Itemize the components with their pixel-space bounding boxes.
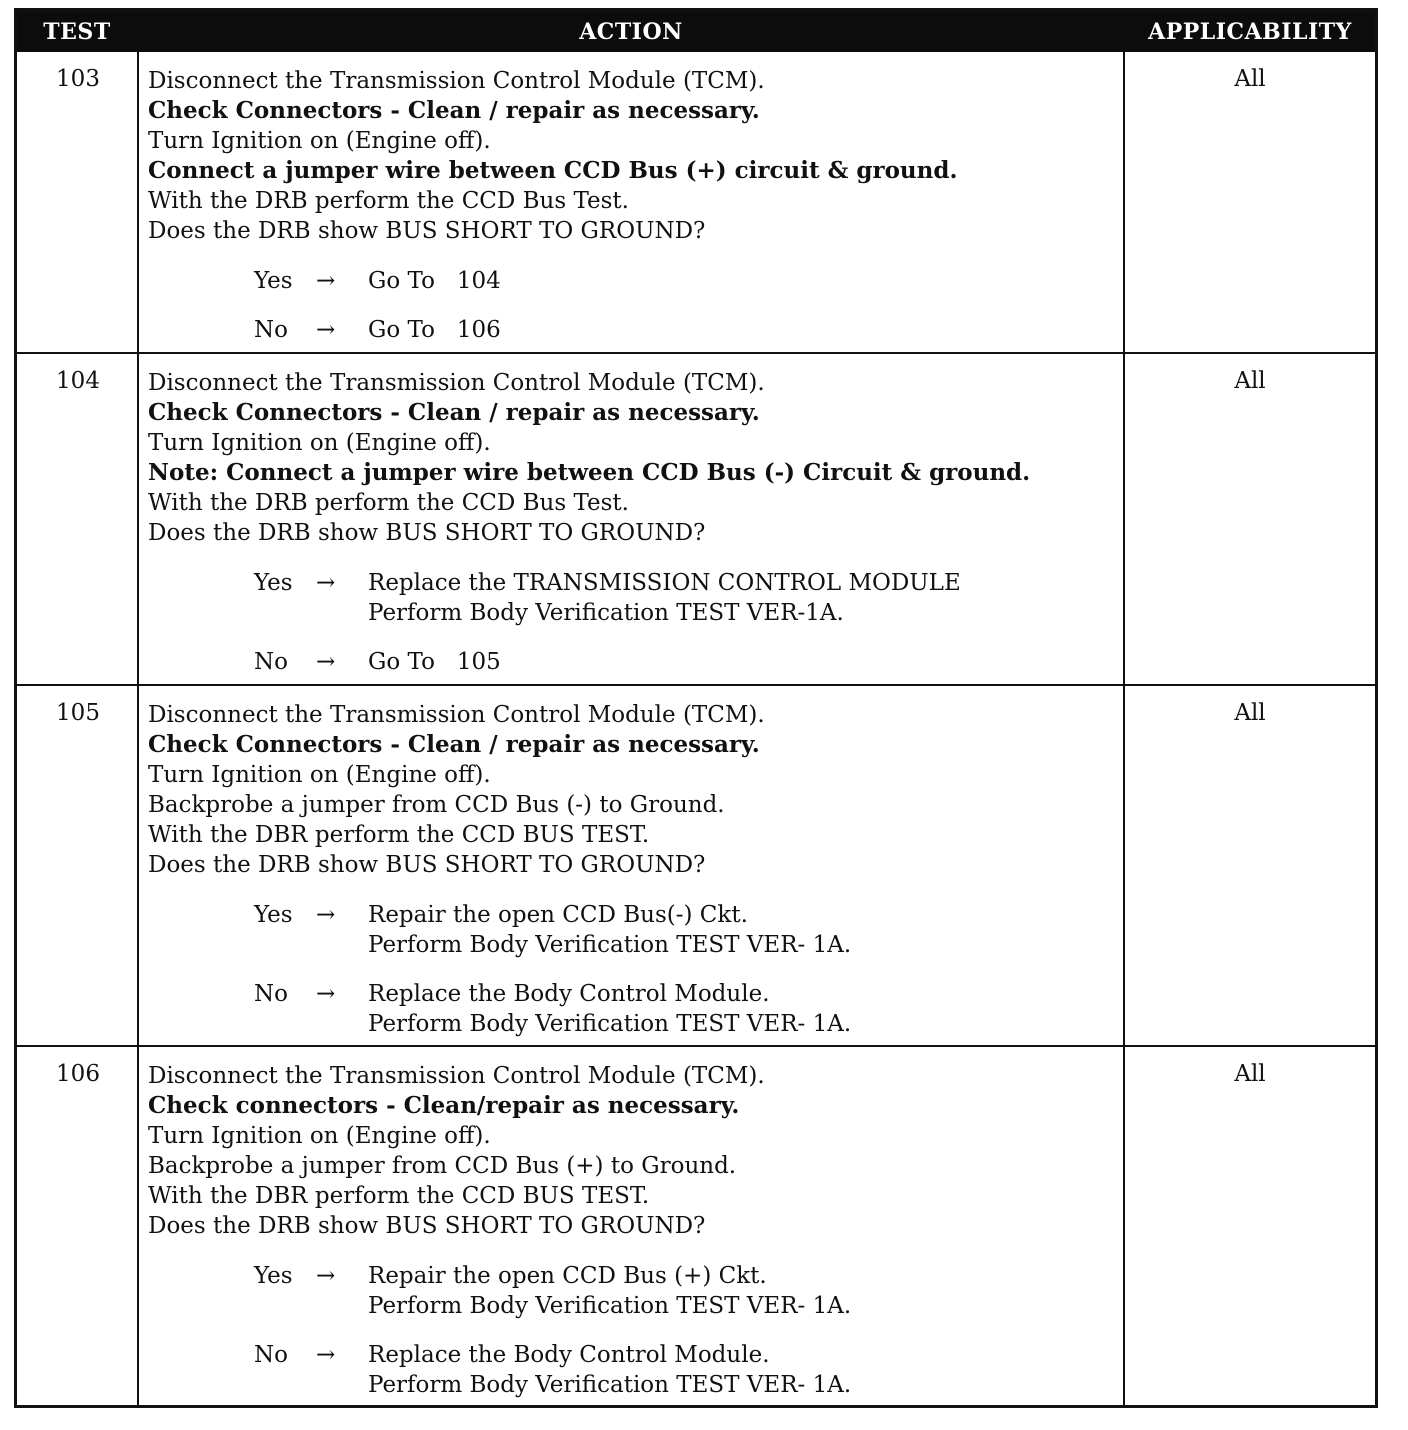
- action-step: Turn Ignition on (Engine off).: [148, 1123, 491, 1149]
- action-step: Check Connectors - Clean / repair as necessary.: [148, 399, 760, 426]
- result-block: [148, 266, 1118, 345]
- result-label: Yes: [254, 1263, 293, 1289]
- action-step: Does the DRB show BUS SHORT TO GROUND?: [148, 520, 706, 546]
- action-step: Check Connectors - Clean / repair as necessary.: [148, 731, 760, 758]
- right-arrow-icon: →: [316, 902, 336, 928]
- table-row: [17, 354, 1375, 686]
- result-text: Replace the TRANSMISSION CONTROL MODULE: [368, 570, 961, 596]
- table-header: [17, 12, 1375, 52]
- result-line: [148, 1261, 1118, 1291]
- action-step: With the DRB perform the CCD Bus Test.: [148, 188, 629, 214]
- action-step: Turn Ignition on (Engine off).: [148, 128, 491, 154]
- table-row: [17, 52, 1375, 354]
- result-line: [148, 1370, 1118, 1400]
- result-line: [148, 900, 1118, 930]
- result-block: [148, 1261, 1118, 1400]
- result-label: Yes: [254, 570, 293, 596]
- action-step: Turn Ignition on (Engine off).: [148, 762, 491, 788]
- column-divider-test: [137, 52, 139, 1405]
- result-text: Replace the Body Control Module.: [368, 1342, 770, 1368]
- action-step: Disconnect the Transmission Control Module (TCM).: [148, 1063, 765, 1089]
- result-line: [148, 266, 1118, 296]
- action-step: With the DRB perform the CCD Bus Test.: [148, 490, 629, 516]
- result-text: Perform Body Verification TEST VER- 1A.: [368, 932, 852, 958]
- action-cell: [148, 66, 1118, 345]
- action-step: With the DBR perform the CCD BUS TEST.: [148, 822, 650, 848]
- table-row: [17, 1047, 1375, 1405]
- result-line: [148, 647, 1118, 677]
- result-text: Go To 104: [368, 268, 501, 294]
- result-text: Perform Body Verification TEST VER-1A.: [368, 600, 844, 626]
- result-text: Perform Body Verification TEST VER- 1A.: [368, 1011, 852, 1037]
- test-number: 104: [56, 368, 100, 394]
- action-step: Does the DRB show BUS SHORT TO GROUND?: [148, 852, 706, 878]
- action-step: Disconnect the Transmission Control Module (TCM).: [148, 370, 765, 396]
- result-label: No: [254, 981, 288, 1007]
- applicability-value: All: [1234, 700, 1266, 726]
- result-line: [148, 315, 1118, 345]
- result-text: Go To 106: [368, 317, 501, 343]
- test-number: 103: [56, 66, 100, 92]
- applicability-value: All: [1234, 66, 1266, 92]
- result-block: [148, 900, 1118, 1039]
- action-cell: [148, 368, 1118, 677]
- action-cell: [148, 700, 1118, 1039]
- result-text: Repair the open CCD Bus(-) Ckt.: [368, 902, 748, 928]
- right-arrow-icon: →: [316, 649, 336, 675]
- action-step: With the DBR perform the CCD BUS TEST.: [148, 1183, 650, 1209]
- right-arrow-icon: →: [316, 981, 336, 1007]
- result-text: Repair the open CCD Bus (+) Ckt.: [368, 1263, 767, 1289]
- action-cell: [148, 1061, 1118, 1400]
- result-line: [148, 1291, 1118, 1321]
- result-line: [148, 1340, 1118, 1370]
- header-action: ACTION: [579, 19, 683, 45]
- result-text: Go To 105: [368, 649, 501, 675]
- header-applicability: APPLICABILITY: [1148, 19, 1352, 45]
- action-step: Note: Connect a jumper wire between CCD Bus (-) Circuit & ground.: [148, 459, 1031, 486]
- action-step: Connect a jumper wire between CCD Bus (+) circuit & ground.: [148, 157, 958, 184]
- right-arrow-icon: →: [316, 1342, 336, 1368]
- action-step: Turn Ignition on (Engine off).: [148, 430, 491, 456]
- test-number: 106: [56, 1061, 100, 1087]
- test-table: [14, 8, 1378, 1408]
- right-arrow-icon: →: [316, 570, 336, 596]
- result-text: Replace the Body Control Module.: [368, 981, 770, 1007]
- result-line: [148, 979, 1118, 1009]
- applicability-value: All: [1234, 368, 1266, 394]
- action-step: Backprobe a jumper from CCD Bus (+) to Ground.: [148, 1153, 737, 1179]
- action-step: Does the DRB show BUS SHORT TO GROUND?: [148, 218, 706, 244]
- column-divider-applicability: [1123, 52, 1125, 1405]
- action-step: Check connectors - Clean/repair as necessary.: [148, 1092, 740, 1119]
- right-arrow-icon: →: [316, 1263, 336, 1289]
- action-step: Disconnect the Transmission Control Module (TCM).: [148, 68, 765, 94]
- action-step: Backprobe a jumper from CCD Bus (-) to Ground.: [148, 792, 725, 818]
- table-row: [17, 686, 1375, 1047]
- result-line: [148, 598, 1118, 628]
- result-line: [148, 930, 1118, 960]
- result-line: [148, 568, 1118, 598]
- result-label: Yes: [254, 268, 293, 294]
- result-label: Yes: [254, 902, 293, 928]
- result-label: No: [254, 1342, 288, 1368]
- action-step: Does the DRB show BUS SHORT TO GROUND?: [148, 1213, 706, 1239]
- header-test: TEST: [43, 19, 111, 45]
- test-number: 105: [56, 700, 100, 726]
- action-step: Check Connectors - Clean / repair as necessary.: [148, 97, 760, 124]
- right-arrow-icon: →: [316, 268, 336, 294]
- result-label: No: [254, 317, 288, 343]
- action-step: Disconnect the Transmission Control Module (TCM).: [148, 702, 765, 728]
- result-text: Perform Body Verification TEST VER- 1A.: [368, 1293, 852, 1319]
- result-text: Perform Body Verification TEST VER- 1A.: [368, 1372, 852, 1398]
- result-block: [148, 568, 1118, 677]
- result-label: No: [254, 649, 288, 675]
- right-arrow-icon: →: [316, 317, 336, 343]
- applicability-value: All: [1234, 1061, 1266, 1087]
- result-line: [148, 1009, 1118, 1039]
